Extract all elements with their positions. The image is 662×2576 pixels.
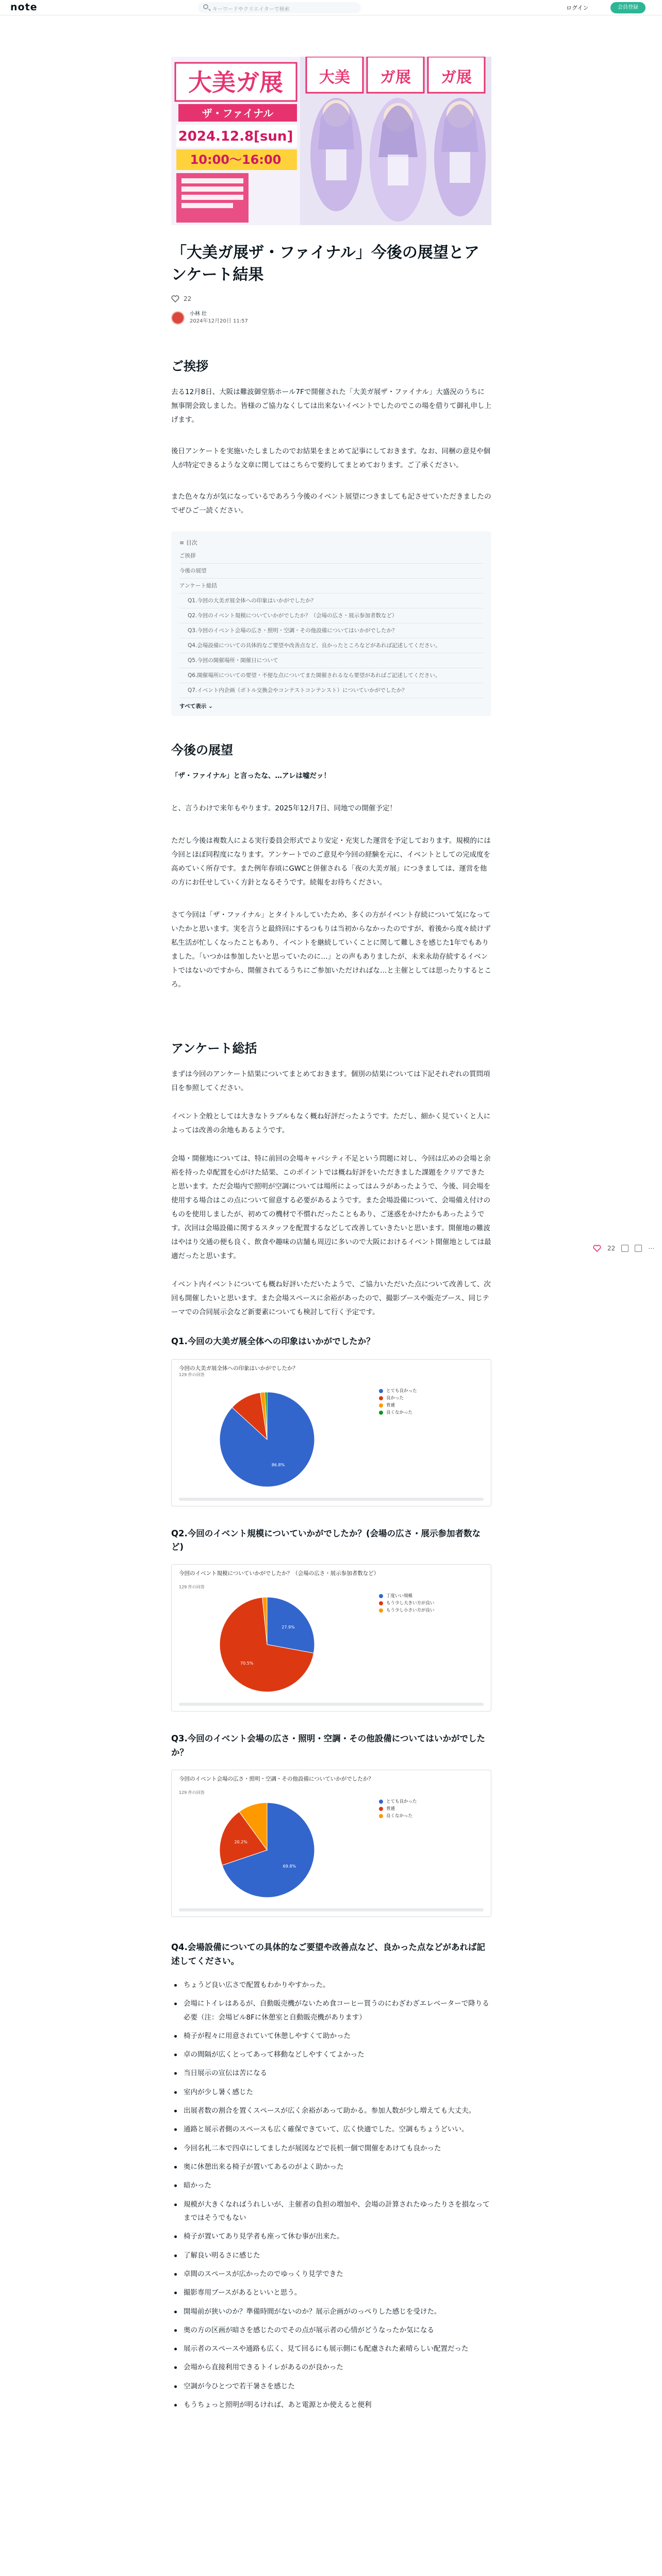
answer-item: 了解良い明るさに感じた (171, 2249, 491, 2262)
chart-legend (379, 1592, 435, 1614)
login-link[interactable]: ログイン (566, 5, 589, 11)
bookmark-icon[interactable] (621, 1245, 628, 1252)
legend-label: とても良かった (386, 1799, 417, 1805)
greeting-paragraph-3: また色々な方が気になっているであろう今後のイベント展望につきましても記させていただきましたのでぜひご一読ください。 (171, 493, 491, 515)
author-block[interactable] (171, 311, 491, 325)
toc-item[interactable]: Q1.今回の大美ガ展全体への印象はいかがでしたか？ (179, 594, 483, 608)
summary-paragraph-4: イベント内イベントについても概ね好評いただいたようで、ご協力いただいた点について改善して、次回も開催したいと思います。また会場スペースに余裕があったので、撮影ブースや販売ブース、同じテーマでの合同展示会など新要素についても検討して行く予定です。 (171, 1280, 491, 1317)
answer-item: 出展者数の割合を置くスペースが広く余裕があって助かる。参加人数が少し増えても大丈夫。 (171, 2104, 491, 2117)
answer-item: 会場から直接利用できるトイレがあるのが良かった (171, 2361, 491, 2374)
answer-item: 空調が今ひとつで若干暑さを感じた (171, 2380, 491, 2393)
outlook-paragraph-2: ただし今後は複数人による実行委員会形式でより安定・充実した運営を予定しております。規模的には今回とほぼ同程度になります。アンケートでのご意見や今回の経験を元に、イベントとしての完成度を高めていく所存です。また例年春頃にGWCと併催される「夜の大美ガ展」につきましては、運営を他の方にお任せしていく方針となるそうです。続報をお待ちください。 (171, 837, 491, 887)
card-scrollbar[interactable] (179, 1703, 484, 1706)
heading-outlook: 今後の展望 (171, 743, 233, 758)
legend-entry (379, 1798, 417, 1805)
legend-swatch (379, 1389, 383, 1393)
outlook-paragraph-1: と、言うわけで来年もやります。2025年12月7日、同地での開催予定！ (171, 804, 397, 813)
summary-paragraph-2: イベント全般としては大きなトラブルもなく概ね好評だったようです。ただし、細かく見ていくと人によっては改善の余地もあるようです。 (171, 1112, 491, 1135)
pie-slice-label: 27.9% (282, 1625, 295, 1630)
toc-item[interactable]: Q3.今回のイベント会場の広さ・照明・空調・その他設備についてはいかがでしたか？ (179, 623, 483, 638)
svg-text:大美: 大美 (319, 69, 350, 87)
card-scrollbar[interactable] (179, 1498, 484, 1501)
legend-swatch (379, 1594, 383, 1598)
legend-label: 普通 (386, 1806, 395, 1812)
legend-label: もう少し大きい方が良い (386, 1601, 435, 1606)
pie-slice-label: 69.8% (283, 1864, 296, 1869)
table-of-contents (171, 531, 491, 716)
answer-item: 当日展示の宣伝は苦になる (171, 2066, 491, 2080)
answer-item: 今回名札二本で四卓にしてましたが展図などで長机一個で開催をあけても良かった (171, 2142, 491, 2155)
answer-item: 椅子が置いてあり見学者も座って休む事が出来た。 (171, 2230, 491, 2243)
legend-label: 良くなかった (386, 1410, 413, 1415)
search-placeholder: キーワードやクリエイターで検索 (212, 7, 290, 12)
like-area (171, 295, 491, 302)
legend-entry (379, 1805, 417, 1812)
greeting-paragraph-1: 去る12月8日、大阪は難波御堂筋ホール7Fで開催された「大美ガ展ザ・ファイナル」大盛況のうちに無事閉会致しました。皆様のご協力なくしては出来ないイベントでしたのでこの場を借りて御礼申し上げます。 (171, 388, 491, 425)
legend-swatch (379, 1608, 383, 1613)
greeting-paragraph-2: 後日アンケートを実施いたしましたのでお結果をまとめて記事にしておきます。なお、同梱の意見や個人が特定できるような文章に関してはこちらで要約してまとめております。ご了承ください。 (171, 447, 491, 470)
legend-entry (379, 1600, 435, 1607)
float-like-count: 22 (607, 1245, 616, 1252)
pie-svg (213, 1796, 321, 1904)
legend-entry (379, 1607, 435, 1614)
legend-label: とても良かった (386, 1388, 417, 1394)
publish-date: 2024年12月20日 11:57 (190, 318, 248, 325)
pie-chart (213, 1590, 321, 1699)
legend-label: 良くなかった (386, 1814, 413, 1819)
pie-chart (213, 1385, 321, 1494)
legend-entry (379, 1592, 435, 1600)
toc-show-all-button[interactable]: すべて表示 ⌄ (179, 703, 213, 710)
outlook-lead: 「ザ・ファイナル」と言ったな、…アレは嘘だッ！ (171, 772, 331, 781)
legend-entry (379, 1812, 417, 1820)
toc-item[interactable]: Q5.今回の開催場所・開催日について (179, 653, 483, 668)
answer-item: 奥の方の区画が暗さを感じたのでその点が展示者の心情がどうなったか気になる (171, 2324, 491, 2337)
legend-entry (379, 1409, 417, 1416)
legend-label: 普通 (386, 1402, 395, 1408)
hero-banner-sub: ザ・ファイナル (202, 107, 274, 120)
question-1-heading: Q1.今回の大美ガ展全体への印象はいかがでしたか？ (171, 1336, 375, 1347)
summary-paragraph-1: まずは今回のアンケート結果についてまとめておきます。個別の結果については下記それぞれの質問項目を参照してください。 (171, 1070, 490, 1093)
answer-item: 規模が大きくなればうれしいが、主催者の負担の増加や、会場の計算されたゆったりさを損なってまではそうでもない (171, 2198, 491, 2225)
answer-item: 奥に休憩出来る椅子が置いてあるのがよく助かった (171, 2160, 491, 2174)
signup-button[interactable]: 会員登録 (610, 2, 646, 13)
toc-item[interactable]: ご挨拶 (179, 549, 483, 564)
like-count: 22 (184, 295, 192, 303)
chart-subtitle: 129 件の回答 (179, 1585, 205, 1590)
heading-summary: アンケート総括 (171, 1041, 257, 1056)
toc-items (179, 549, 483, 698)
toc-item[interactable]: Q6.開催場所についての要望・不便な点についてまた開催されるなら要望があればご記述してください。 (179, 668, 483, 683)
answer-item: もうちょっと照明が明るければ、あと電源とか使えると便利 (171, 2398, 491, 2412)
floating-actions (593, 1245, 654, 1252)
search-input[interactable] (198, 2, 361, 13)
legend-entry (379, 1402, 417, 1409)
chart-card-q1 (171, 1359, 491, 1506)
legend-swatch (379, 1601, 383, 1605)
legend-entry (379, 1395, 417, 1402)
svg-text:ガ展: ガ展 (380, 69, 411, 87)
more-icon[interactable]: ⋯ (648, 1245, 655, 1252)
legend-swatch (379, 1807, 383, 1811)
answer-item: 卓の間隔が広くとってあって移動などしやすくてよかった (171, 2048, 491, 2061)
pie-slice-label: 20.2% (234, 1839, 247, 1844)
legend-label: 丁度いい規模 (386, 1594, 413, 1599)
pie-slice-label: 86.8% (271, 1462, 285, 1467)
toc-item[interactable]: アンケート総括 (179, 579, 483, 594)
search-icon (203, 4, 208, 9)
heart-icon[interactable] (171, 295, 179, 302)
top-header (0, 0, 662, 15)
toc-item[interactable]: 今後の展望 (179, 564, 483, 579)
svg-text:ガ展: ガ展 (441, 69, 472, 87)
summary-paragraph-3: 会場・開催地については、特に前回の会場キャパシティ不足という問題に対し、今回は広めの会場と余裕を持った卓配置を心がけた結果、このポイントでは概ね好評をいただきました課題をクリアできたと思います。ただ会場内で照明が空調については場所によってはムラがあったようで、今後、同会場を使用する場合はこの点について留意する必要があるようです。また会場設備について、会場備え付けのものを使用しましたが、初めての機材で不慣れだったこともあり、ご迷惑をかけたかもあったようです。次回は会場設備に関するスタッフを配置するなどして改善していきたいと思います。開催地の難波はやはり交通の便も良く、飲食や趣味の店舗も周辺に多いので大阪におけるイベント開催地としては最適だったと思います。 (171, 1155, 491, 1261)
article-title: 「大美ガ展ザ・ファイナル」今後の展望とアンケート結果 (171, 244, 479, 284)
pie-svg (213, 1385, 321, 1494)
legend-swatch (379, 1396, 383, 1400)
answer-item: 暗かった (171, 2179, 491, 2192)
hero-date: 2024.12.8[sun] (178, 129, 293, 144)
legend-entry (379, 1387, 417, 1395)
chart-legend (379, 1387, 417, 1416)
avatar[interactable] (171, 311, 185, 325)
answer-item: 室内が少し暑く感じた (171, 2086, 491, 2099)
chart-card-q3 (171, 1770, 491, 1917)
hero-banner-main: 大美ガ展 (188, 69, 283, 96)
answer-item: 卓間のスペースが広かったのでゆっくり見学できた (171, 2267, 491, 2281)
legend-swatch (379, 1411, 383, 1415)
question-4-heading: Q4.会場設備についての具体的なご要望や改善点など、良かった点などがあれば記述してください。 (171, 1942, 485, 1966)
pie-slice-label: 70.5% (240, 1661, 254, 1666)
legend-swatch (379, 1403, 383, 1408)
hero-time: 10:00～16:00 (190, 152, 282, 167)
toc-heading[interactable]: ≡ 目次 (179, 539, 197, 547)
legend-label: 良かった (386, 1395, 404, 1401)
pie-svg (213, 1590, 321, 1699)
share-icon[interactable] (635, 1245, 642, 1252)
legend-swatch (379, 1800, 383, 1804)
answer-item: 通路と展示者側のスペースも広く確保できていて、広く快適でした。空調もちょうどいい。 (171, 2123, 491, 2136)
chart-title: 今回のイベント規模についていかがでしたか？（会場の広さ・展示参加者数など） (179, 1570, 379, 1577)
float-heart-icon[interactable] (593, 1245, 601, 1252)
heading-greeting: ご挨拶 (171, 359, 208, 374)
toc-item[interactable]: Q2.今回のイベント規模についていかがでしたか？（会場の広さ・展示参加者数など） (179, 608, 483, 623)
answer-item: 撮影専用ブースがあるといいと思う。 (171, 2286, 491, 2299)
question-3-heading: Q3.今回のイベント会場の広さ・照明・空調・その他設備についてはいかがでしたか？ (171, 1734, 485, 1757)
answer-item: 会場にトイレはあるが、自動販売機がないため食コーヒー買うのにわざわざエレベーターで降りる必要（注：会場ビル8Fに休憩室と自動販売機があります） (171, 1997, 491, 2024)
answer-item: ちょうど良い広さで配置もわかりやすかった。 (171, 1978, 491, 1992)
chart-subtitle: 129 件の回答 (179, 1790, 205, 1795)
author-name[interactable]: 小林 壮 (190, 311, 207, 317)
note-logo[interactable]: note (10, 2, 38, 13)
question-2-heading: Q2.今回のイベント規模についていかがでしたか？(会場の広さ・展示参加者数など) (171, 1528, 481, 1552)
hero-image (171, 57, 491, 225)
answer-item: 展示者のスペースや通路も広く、見て回るにも展示側にも配慮された素晴らしい配置だった (171, 2342, 491, 2355)
outlook-paragraph-3: さて今回は「ザ・ファイナル」とタイトルしていたため、多くの方がイベント存続について気になっていたかと思います。実を言うと最終回にするつもりは当初からなかったのですが、着後から度々続けず私生活が忙しくなったこともあり、イベントを継続していくことに関して難しさを感じた1年でもありました。「いつかは参加したいと思っていたのに…」との声もありましたが、未来永劫存続するイベントではないのですから、開催されてるうちにご参加いただければな…と主催としては思ったりするところ。 (171, 911, 491, 989)
chart-title: 今回のイベント会場の広さ・照明・空調・その他設備についていかがでしたか？ (179, 1776, 374, 1783)
legend-swatch (379, 1814, 383, 1818)
chart-title: 今回の大美ガ展全体への印象はいかがでしたか？ (179, 1365, 298, 1371)
answer-item: 椅子が程々に用意されていて休憩しやすくて助かった (171, 2029, 491, 2043)
toc-item[interactable]: Q7.イベント内企画（ボトル交換会やコンテストコンテンスト）についていかがでしたか？ (179, 683, 483, 698)
pie-chart (213, 1796, 321, 1904)
answer-list (171, 1978, 491, 2412)
legend-label: もう少し小さい方が良い (386, 1608, 435, 1614)
chart-subtitle: 129 件の回答 (179, 1372, 205, 1377)
chart-card-q2 (171, 1564, 491, 1711)
answer-item: 開場前が狭いのか？準備時間がないのか？展示企画がのっぺりした感じを受けた。 (171, 2305, 491, 2318)
toc-item[interactable]: Q4.会場設備についての具体的なご要望や改善点など、良かったところなどがあれば記述してください。 (179, 638, 483, 653)
card-scrollbar[interactable] (179, 1908, 484, 1911)
article (171, 242, 491, 2417)
chart-legend (379, 1798, 417, 1820)
